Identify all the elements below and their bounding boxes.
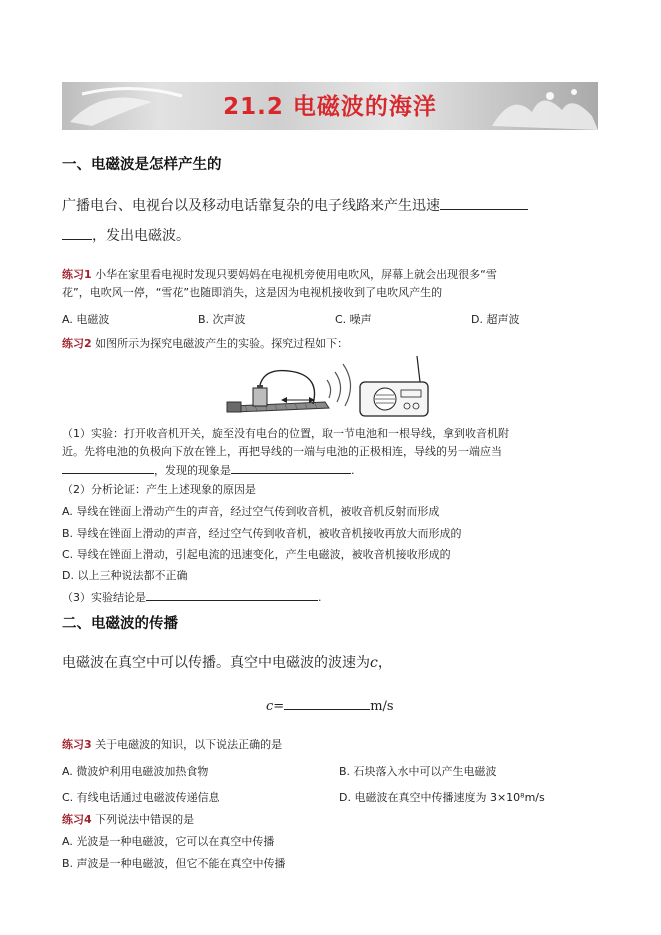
ex2-step1c-line: ，发现的现象是 . (62, 461, 355, 480)
ex2-step1a: （1）实验：打开收音机开关，旋至没有电台的位置，取一节电池和一根导线，拿到收音机附 (62, 427, 509, 440)
section2-line1-text: 电磁波在真空中可以传播。真空中电磁波的波速为 (62, 655, 370, 671)
page-title: 21.2 电磁波的海洋 (223, 94, 437, 120)
file-rasp (233, 402, 329, 412)
section2-line1 (62, 653, 392, 673)
section1-line2-text: ，发出电磁波。 (92, 228, 190, 244)
ex1-option-b: B. 次声波 (198, 313, 246, 326)
ex2-intro: 如图所示为探究电磁波产生的实验。探究过程如下： (95, 337, 349, 350)
ex2-choice-a: A. 导线在锉面上滑动产生的声音，经过空气传到收音机，被收音机反射而形成 (62, 505, 440, 518)
ex2-step1b: 近。先将电池的负极向下放在锉上，再把导线的一端与电池的正极相连，导线的另一端应当 (62, 445, 502, 458)
ex1-line1 (62, 266, 497, 284)
ex3-option-a: A. 微波炉利用电磁波加热食物 (62, 765, 209, 778)
ex4-line (62, 811, 194, 829)
formula-lhs: c= (266, 699, 285, 714)
ex1-label: 练习1 (62, 268, 92, 281)
ex2-choice-c: C. 导线在锉面上滑动，引起电流的迅速变化，产生电磁波，被收音机接收形成的 (62, 548, 451, 561)
ex2-step3: （3）实验结论是 (62, 591, 146, 604)
ex1-option-c: C. 噪声 (335, 313, 372, 326)
ex1-text1: 小华在家里看电视时发现只要妈妈在电视机旁使用电吹风，屏幕上就会出现很多“雪 (95, 268, 497, 281)
battery (253, 388, 267, 406)
section2-heading: 二、电磁波的传播 (62, 616, 178, 632)
ex4-label: 练习4 (62, 813, 92, 826)
ex2-step3-line: （3）实验结论是 . (62, 588, 322, 607)
blank-line (62, 461, 154, 474)
experiment-illustration (225, 354, 440, 420)
ex2-label: 练习2 (62, 337, 92, 350)
ex4-text: 下列说法中错误的是 (95, 813, 195, 826)
blank-line (284, 697, 370, 710)
ex3-text: 关于电磁波的知识，以下说法正确的是 (95, 738, 283, 751)
ex3-option-d: D. 电磁波在真空中传播速度为 3×10⁸m/s (339, 791, 545, 804)
section1-line2 (62, 225, 190, 246)
ex2-step2: （2）分析论证：产生上述现象的原因是 (62, 483, 256, 496)
comma: ， (377, 655, 392, 671)
ex2-intro-line (62, 335, 348, 353)
ex3-line (62, 736, 282, 754)
ex2-step1c: ，发现的现象是 (154, 464, 231, 477)
blank-line (440, 195, 528, 210)
ex1-option-a: A. 电磁波 (62, 313, 110, 326)
formula-unit: m/s (370, 699, 394, 714)
section1-line1-text: 广播电台、电视台以及移动电话靠复杂的电子线路来产生迅速 (62, 198, 440, 214)
c-symbol: c (370, 655, 378, 671)
section1-line1 (62, 195, 528, 216)
ex3-option-c: C. 有线电话通过电磁波传递信息 (62, 791, 220, 804)
title-banner (62, 82, 598, 130)
ex1-option-d: D. 超声波 (471, 313, 520, 326)
formula-line (266, 697, 394, 717)
radio (360, 356, 428, 416)
ex2-choice-b: B. 导线在锉面上滑动的声音，经过空气传到收音机，被收音机接收再放大而形成的 (62, 527, 462, 540)
blank-line (62, 225, 92, 240)
ex3-label: 练习3 (62, 738, 92, 751)
ex4-option-a: A. 光波是一种电磁波，它可以在真空中传播 (62, 835, 275, 848)
ex2-choice-d: D. 以上三种说法都不正确 (62, 569, 188, 582)
ex1-line2: 花”，电吹风一停，“雪花”也随即消失，这是因为电视机接收到了电吹风产生的 (62, 286, 443, 299)
blank-line (231, 461, 351, 474)
blank-line (146, 588, 318, 601)
section1-heading: 一、电磁波是怎样产生的 (62, 157, 222, 173)
ex3-option-b: B. 石块落入水中可以产生电磁波 (339, 765, 497, 778)
wire (260, 371, 315, 404)
ex4-option-b: B. 声波是一种电磁波，但它不能在真空中传播 (62, 857, 286, 870)
